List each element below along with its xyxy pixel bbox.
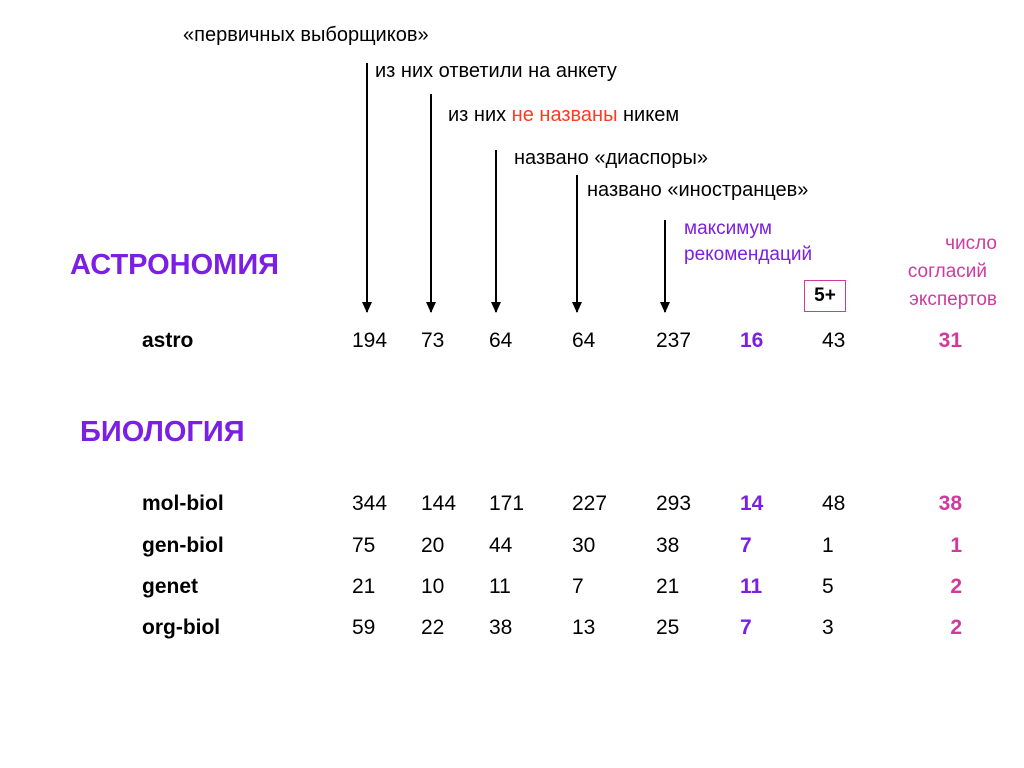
table-cell: 75 <box>352 534 376 557</box>
row-label: astro <box>142 329 194 352</box>
table-cell: 59 <box>352 616 376 639</box>
table-cell: 11 <box>489 575 511 598</box>
table-cell: 44 <box>489 534 513 557</box>
table-cell: 7 <box>740 534 752 557</box>
table-cell: 25 <box>656 616 680 639</box>
table-cell: 227 <box>572 492 608 515</box>
table-cell: 21 <box>352 575 376 598</box>
table-cell: 1 <box>950 534 962 557</box>
threshold-box: 5+ <box>804 280 846 312</box>
agree-line-2: согласий <box>907 261 987 282</box>
header-diaspora: названо «диаспоры» <box>514 147 709 169</box>
table-cell: 22 <box>421 616 445 639</box>
table-cell: 3 <box>822 616 834 639</box>
header-not-named-highlight: не названы <box>511 104 618 126</box>
table-cell: 2 <box>950 616 962 639</box>
table-cell: 10 <box>421 575 445 598</box>
header-not-named-suffix: никем <box>617 104 680 126</box>
table-cell: 16 <box>740 329 764 352</box>
row-label: genet <box>142 575 199 598</box>
table-cell: 38 <box>489 616 513 639</box>
table-cell: 7 <box>740 616 752 639</box>
table-cell: 38 <box>938 492 962 515</box>
table-cell: 30 <box>572 534 596 557</box>
row-label: mol-biol <box>142 492 224 515</box>
section-biology: БИОЛОГИЯ <box>80 416 245 448</box>
table-cell: 344 <box>352 492 388 515</box>
table-cell: 43 <box>822 329 846 352</box>
table-cell: 20 <box>421 534 445 557</box>
agree-line-3: экспертов <box>909 289 997 310</box>
table-cell: 73 <box>421 329 445 352</box>
table-cell: 14 <box>740 492 764 515</box>
table-cell: 7 <box>572 575 584 598</box>
table-cell: 144 <box>421 492 457 515</box>
table-cell: 194 <box>352 329 388 352</box>
table-cell: 38 <box>656 534 680 557</box>
table-cell: 5 <box>822 575 834 598</box>
agree-line-1: число <box>945 233 997 254</box>
header-primary-electors: «первичных выборщиков» <box>183 24 429 46</box>
table-cell: 21 <box>656 575 680 598</box>
row-label: gen-biol <box>142 534 224 557</box>
row-label: org-biol <box>142 616 221 639</box>
table-cell: 13 <box>572 616 596 639</box>
table-cell: 48 <box>822 492 846 515</box>
header-responded: из них ответили на анкету <box>375 60 617 82</box>
table-cell: 31 <box>938 329 962 352</box>
table-cell: 293 <box>656 492 692 515</box>
table-cell: 64 <box>489 329 513 352</box>
section-astronomy: АСТРОНОМИЯ <box>70 249 280 281</box>
header-foreigners: названо «иностранцев» <box>587 179 809 201</box>
table-cell: 171 <box>489 492 525 515</box>
header-not-named-prefix: из них <box>448 104 512 126</box>
table-cell: 237 <box>656 329 692 352</box>
max-line-1: максимум <box>684 218 772 239</box>
table-cell: 11 <box>740 575 763 598</box>
table-cell: 2 <box>950 575 962 598</box>
table-cell: 1 <box>822 534 834 557</box>
max-line-2: рекомендаций <box>684 244 813 265</box>
table-cell: 64 <box>572 329 596 352</box>
